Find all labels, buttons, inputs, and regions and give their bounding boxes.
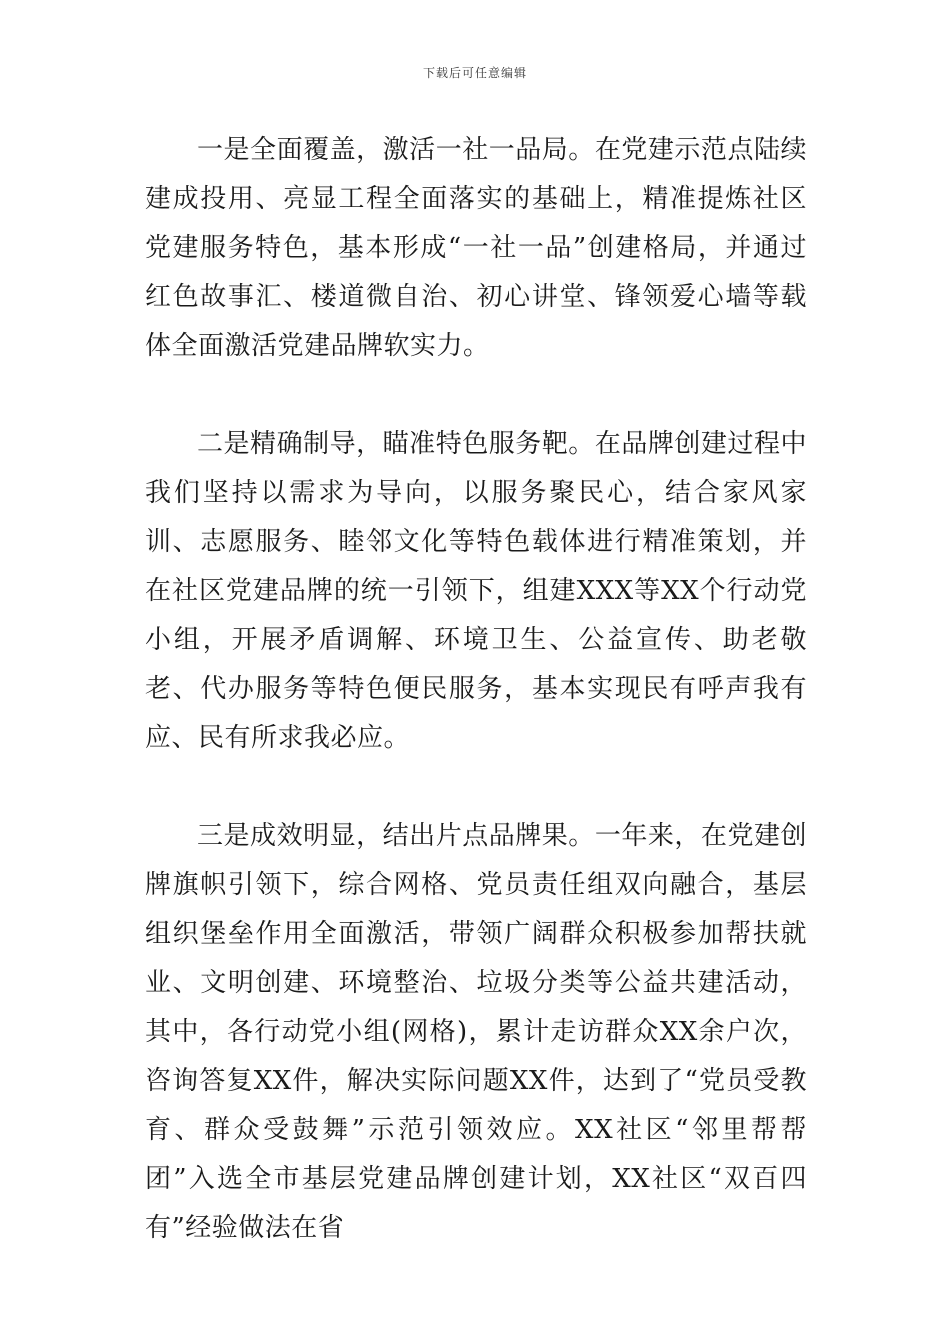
document-body: [145, 126, 807, 1253]
page-header-note: 下载后可任意编辑: [422, 66, 527, 80]
paragraph-2: 二是精确制导，瞄准特色服务靶。在品牌创建过程中我们坚持以需求为导向，以服务聚民心，结合家风家训、志愿服务、睦邻文化等特色载体进行精准策划，并在社区党建品牌的统一引领下，组建XXX等XX个行动党小组，开展矛盾调解、环境卫生、公益宣传、助老敬老、代办服务等特色便民服务，基本实现民有呼声我有应、民有所求我必应。: [145, 429, 807, 753]
paragraph-1: 一是全面覆盖，激活一社一品局。在党建示范点陆续建成投用、亮显工程全面落实的基础上，精准提炼社区党建服务特色，基本形成“一社一品”创建格局，并通过红色故事汇、楼道微自治、初心讲堂、锋领爱心墙等载体全面激活党建品牌软实力。: [145, 135, 807, 361]
paragraph-3: 三是成效明显，结出片点品牌果。一年来，在党建创牌旗帜引领下，综合网格、党员责任组双向融合，基层组织堡垒作用全面激活，带领广阔群众积极参加帮扶就业、文明创建、环境整治、垃圾分类等公益共建活动，其中，各行动党小组(网格)，累计走访群众XX余户次，咨询答复XX件，解决实际问题XX件，达到了“党员受教育、群众受鼓舞”示范引领效应。XX社区“邻里帮帮团”入选全市基层党建品牌创建计划，XX社区“双百四有”经验做法在省: [145, 821, 807, 1243]
